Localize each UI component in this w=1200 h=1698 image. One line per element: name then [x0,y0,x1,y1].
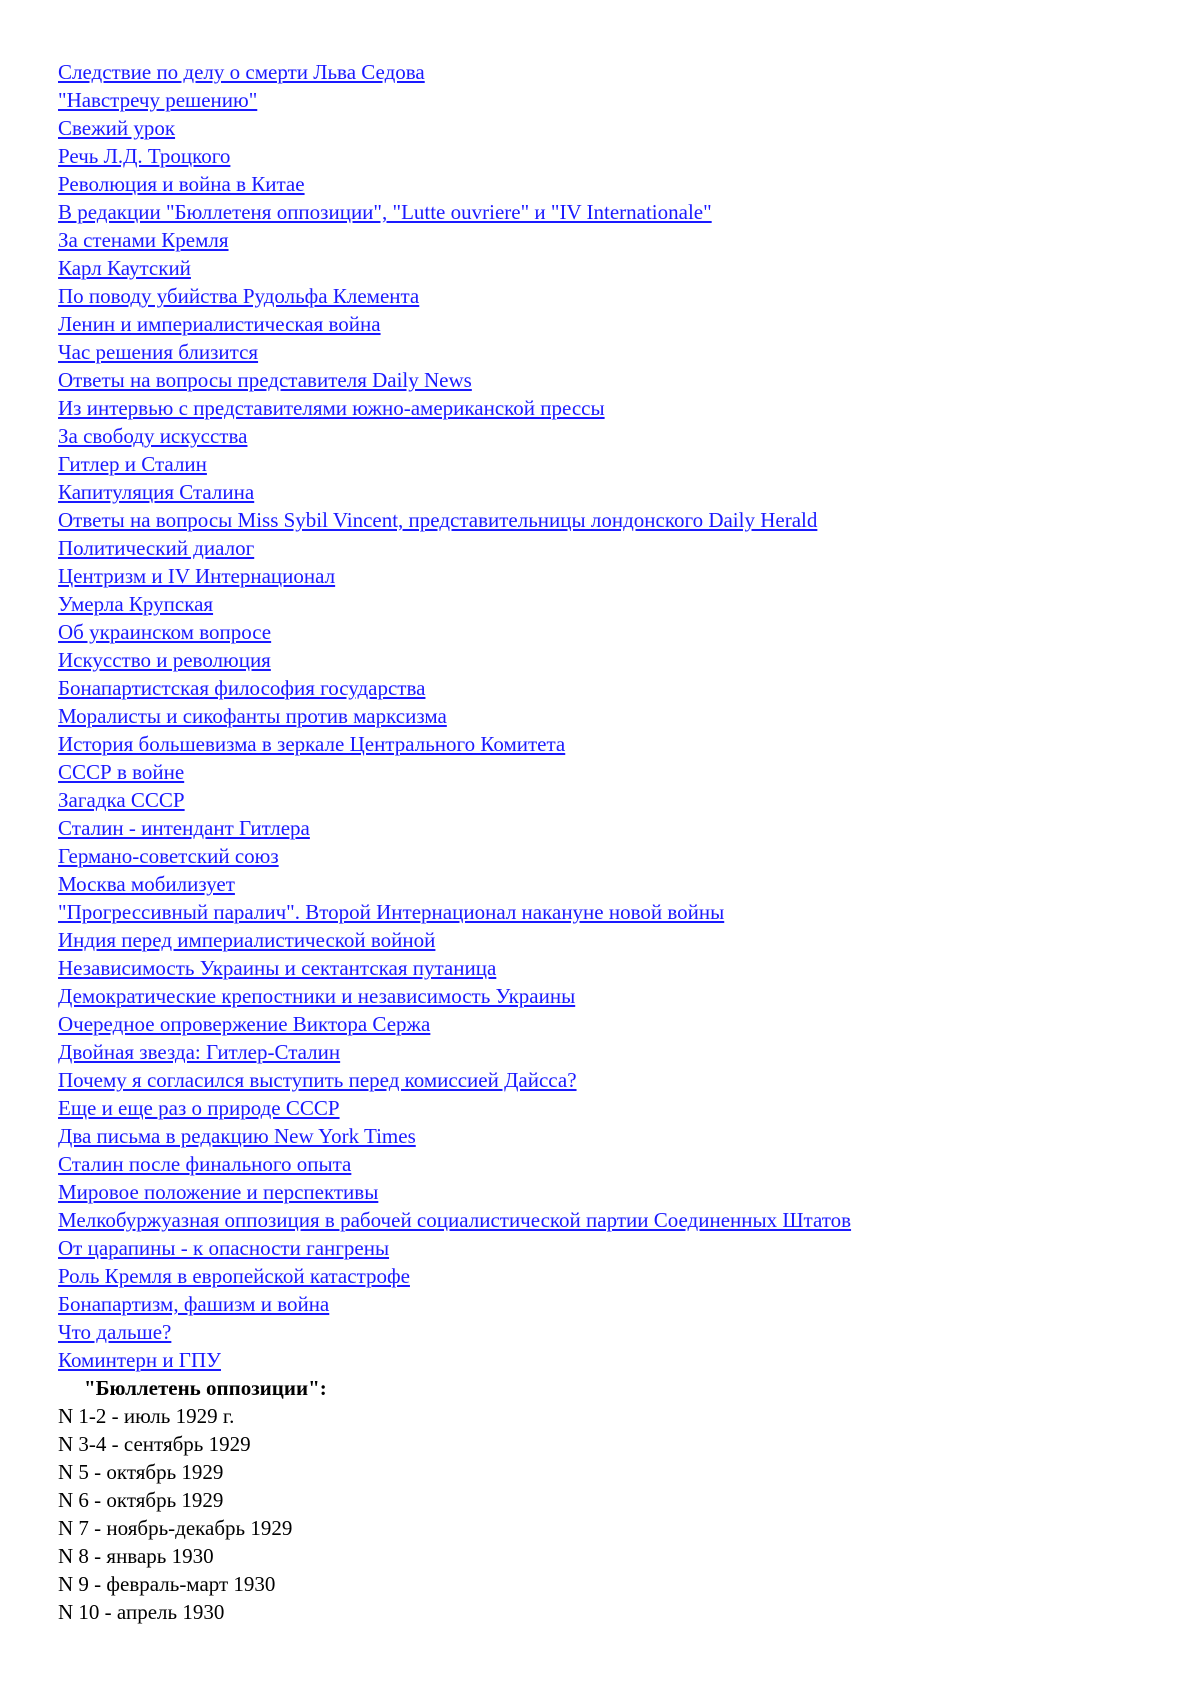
article-link[interactable]: Загадка СССР [58,788,185,812]
list-item [58,1122,1158,1150]
list-item [58,86,1158,114]
article-link[interactable]: Ответы на вопросы Miss Sybil Vincent, представительницы лондонского Daily Herald [58,508,818,532]
list-item [58,618,1158,646]
article-link[interactable]: Почему я согласился выступить перед комиссией Дайсса? [58,1068,577,1092]
article-link[interactable]: За стенами Кремля [58,228,229,252]
list-item [58,366,1158,394]
list-item [58,842,1158,870]
article-link[interactable]: Двойная звезда: Гитлер-Сталин [58,1040,341,1064]
article-link[interactable]: В редакции "Бюллетеня оппозиции", "Lutte ouvriere" и "IV Internationale" [58,200,712,224]
article-link[interactable]: Независимость Украины и сектантская путаница [58,956,497,980]
list-item [58,646,1158,674]
list-item [58,1178,1158,1206]
document-page [58,58,1158,1626]
article-link[interactable]: Два письма в редакцию New York Times [58,1124,416,1148]
list-item [58,1150,1158,1178]
list-item [58,226,1158,254]
list-item [58,506,1158,534]
article-link[interactable]: За свободу искусства [58,424,248,448]
article-link[interactable]: Ленин и империалистическая война [58,312,381,336]
article-link[interactable]: Центризм и IV Интернационал [58,564,336,588]
list-item [58,1010,1158,1038]
list-item [58,982,1158,1010]
article-link[interactable]: Коминтерн и ГПУ [58,1348,221,1372]
list-item [58,870,1158,898]
list-item [58,114,1158,142]
bulletin-issue: N 6 - октябрь 1929 [58,1488,224,1512]
article-link[interactable]: Бонапартизм, фашизм и война [58,1292,330,1316]
article-link[interactable]: Индия перед империалистической войной [58,928,436,952]
bulletin-issue-list [58,1402,1158,1626]
list-item [58,562,1158,590]
article-link[interactable]: Сталин - интендант Гитлера [58,816,310,840]
bulletin-issue: N 8 - январь 1930 [58,1544,214,1568]
article-link[interactable]: Что дальше? [58,1320,172,1344]
article-link[interactable]: Искусство и революция [58,648,271,672]
list-item [58,422,1158,450]
article-link[interactable]: "Навстречу решению" [58,88,258,112]
article-link[interactable]: Гитлер и Сталин [58,452,207,476]
article-link[interactable]: Час решения близится [58,340,259,364]
list-item [58,1318,1158,1346]
list-item [58,1346,1158,1374]
list-item [58,394,1158,422]
article-link[interactable]: Москва мобилизует [58,872,235,896]
article-link[interactable]: Революция и война в Китае [58,172,305,196]
article-link[interactable]: Карл Каутский [58,256,191,280]
list-item [58,450,1158,478]
article-link[interactable]: По поводу убийства Рудольфа Клемента [58,284,420,308]
article-link[interactable]: Ответы на вопросы представителя Daily News [58,368,472,392]
list-item [58,674,1158,702]
list-item [58,58,1158,86]
list-item [58,926,1158,954]
list-item [58,1206,1158,1234]
list-item [58,310,1158,338]
list-item [58,1066,1158,1094]
list-item [58,758,1158,786]
article-link[interactable]: Демократические крепостники и независимость Украины [58,984,576,1008]
bulletin-section-title: "Бюллетень оппозиции": [84,1376,327,1400]
article-link-list [58,58,1158,1374]
list-item [58,590,1158,618]
list-item [58,254,1158,282]
list-item [58,1262,1158,1290]
list-item [58,1094,1158,1122]
bulletin-issue: N 7 - ноябрь-декабрь 1929 [58,1516,293,1540]
list-item [58,198,1158,226]
bulletin-issue: N 1-2 - июль 1929 г. [58,1404,235,1428]
list-item [58,730,1158,758]
bulletin-issue: N 10 - апрель 1930 [58,1600,225,1624]
article-link[interactable]: Капитуляция Сталина [58,480,255,504]
article-link[interactable]: Мировое положение и перспективы [58,1180,379,1204]
list-item [58,1234,1158,1262]
list-item [58,954,1158,982]
article-link[interactable]: Из интервью с представителями южно-американской прессы [58,396,605,420]
article-link[interactable]: Сталин после финального опыта [58,1152,352,1176]
article-link[interactable]: Бонапартистская философия государства [58,676,426,700]
list-item [58,1038,1158,1066]
article-link[interactable]: Политический диалог [58,536,255,560]
article-link[interactable]: Об украинском вопросе [58,620,272,644]
article-link[interactable]: Мелкобуржуазная оппозиция в рабочей социалистической партии Соединенных Штатов [58,1208,852,1232]
article-link[interactable]: Моралисты и сикофанты против марксизма [58,704,447,728]
article-link[interactable]: Умерла Крупская [58,592,214,616]
list-item [58,282,1158,310]
list-item [58,534,1158,562]
article-link[interactable]: История большевизма в зеркале Центрального Комитета [58,732,566,756]
article-link[interactable]: Роль Кремля в европейской катастрофе [58,1264,410,1288]
article-link[interactable]: СССР в войне [58,760,185,784]
article-link[interactable]: Следствие по делу о смерти Льва Седова [58,60,425,84]
article-link[interactable]: "Прогрессивный паралич". Второй Интернационал накануне новой войны [58,900,725,924]
list-item [58,478,1158,506]
list-item [58,702,1158,730]
list-item [58,814,1158,842]
article-link[interactable]: Свежий урок [58,116,176,140]
list-item [58,338,1158,366]
article-link[interactable]: Еще и еще раз о природе СССР [58,1096,340,1120]
article-link[interactable]: От царапины - к опасности гангрены [58,1236,390,1260]
list-item [58,142,1158,170]
list-item [58,170,1158,198]
bulletin-issue: N 3-4 - сентябрь 1929 [58,1432,251,1456]
list-item [58,786,1158,814]
bulletin-issue: N 9 - февраль-март 1930 [58,1572,276,1596]
list-item [58,1290,1158,1318]
list-item [58,898,1158,926]
article-link[interactable]: Очередное опровержение Виктора Сержа [58,1012,431,1036]
bulletin-issue: N 5 - октябрь 1929 [58,1460,224,1484]
article-link[interactable]: Речь Л.Д. Троцкого [58,144,231,168]
article-link[interactable]: Германо-советский союз [58,844,279,868]
